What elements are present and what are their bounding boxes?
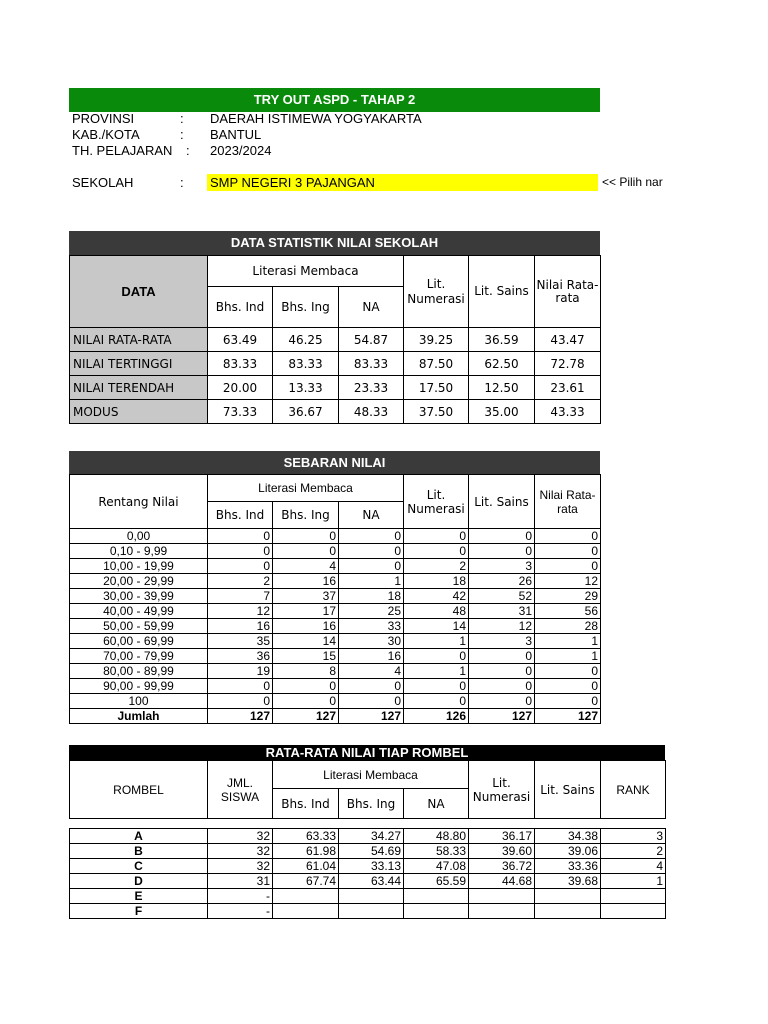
- sebaran-cell: 0: [273, 529, 339, 544]
- sebaran-cell: 0: [273, 544, 339, 559]
- sebaran-lit-membaca-header: Literasi Membaca: [208, 475, 404, 502]
- sebaran-cell: 0: [339, 544, 404, 559]
- sebaran-cell: 12: [208, 604, 273, 619]
- school-select[interactable]: SMP NEGERI 3 PAJANGAN: [207, 174, 598, 191]
- page-title: TRY OUT ASPD - TAHAP 2: [69, 88, 600, 112]
- provinsi-label: PROVINSI: [72, 111, 135, 126]
- rombel-cell: 33.13: [339, 859, 404, 874]
- stats-row-label: NILAI TERTINGGI: [70, 352, 208, 376]
- rentang-header: Rentang Nilai: [70, 475, 208, 529]
- rombel-cell: [535, 889, 601, 904]
- sebaran-cell: 0: [339, 559, 404, 574]
- rentang-cell: 40,00 - 49,99: [70, 604, 208, 619]
- stats-cell: 54.87: [339, 328, 404, 352]
- stats-cell: 83.33: [339, 352, 404, 376]
- rombel-cell: 61.98: [273, 844, 339, 859]
- sebaran-cell: 48: [404, 604, 469, 619]
- sebaran-sub-na: NA: [339, 502, 404, 529]
- rombel-cell: [404, 889, 469, 904]
- sebaran-cell: 0: [535, 694, 601, 709]
- sebaran-cell: 52: [469, 589, 535, 604]
- stats-row: [70, 352, 601, 376]
- sebaran-cell: 31: [469, 604, 535, 619]
- sebaran-cell: 14: [404, 619, 469, 634]
- rombel-cell: [339, 889, 404, 904]
- rombel-cell: -: [208, 904, 273, 919]
- sebaran-cell: 0: [469, 664, 535, 679]
- sebaran-row: [70, 649, 601, 664]
- rombel-cell: 58.33: [404, 844, 469, 859]
- sebaran-cell: 2: [208, 574, 273, 589]
- sebaran-table: [69, 474, 601, 724]
- rombel-cell: 47.08: [404, 859, 469, 874]
- sebaran-cell: 7: [208, 589, 273, 604]
- sebaran-cell: 0: [535, 544, 601, 559]
- rombel-lit-numerasi-header: Lit. Numerasi: [469, 761, 535, 819]
- rentang-cell: 60,00 - 69,99: [70, 634, 208, 649]
- rombel-cell: [273, 904, 339, 919]
- stats-cell: 83.33: [208, 352, 273, 376]
- rombel-row: [70, 859, 666, 874]
- rombel-cell: 39.60: [469, 844, 535, 859]
- sebaran-sub-bhs-ing: Bhs. Ing: [273, 502, 339, 529]
- sebaran-row: [70, 559, 601, 574]
- rombel-cell: [601, 904, 666, 919]
- rombel-lit-sains-header: Lit. Sains: [535, 761, 601, 819]
- stats-row: [70, 328, 601, 352]
- tahun-colon: :: [186, 143, 190, 158]
- rombel-cell: -: [208, 889, 273, 904]
- rombel-label: D: [70, 874, 208, 889]
- rombel-label: A: [70, 829, 208, 844]
- rombel-row: [70, 874, 666, 889]
- rombel-cell: 2: [601, 844, 666, 859]
- nilai-rata-header: Nilai Rata-rata: [535, 256, 601, 328]
- jumlah-label: Jumlah: [70, 709, 208, 724]
- stats-cell: 43.47: [535, 328, 601, 352]
- jml-siswa-header: JML. SISWA: [208, 761, 273, 819]
- rentang-cell: 0,00: [70, 529, 208, 544]
- sebaran-cell: 0: [469, 529, 535, 544]
- data-header: DATA: [70, 256, 208, 328]
- rombel-label: E: [70, 889, 208, 904]
- stats-title: DATA STATISTIK NILAI SEKOLAH: [69, 231, 600, 255]
- sebaran-cell: 0: [273, 694, 339, 709]
- rombel-row: [70, 889, 666, 904]
- rombel-cell: 32: [208, 844, 273, 859]
- rombel-sub-bhs-ind: Bhs. Ind: [273, 789, 339, 819]
- sebaran-lit-numerasi-header: Lit. Numerasi: [404, 475, 469, 529]
- rombel-cell: [273, 889, 339, 904]
- sebaran-total-row: [70, 709, 601, 724]
- stats-row-label: NILAI TERENDAH: [70, 376, 208, 400]
- sebaran-row: [70, 694, 601, 709]
- provinsi-colon: :: [180, 111, 184, 126]
- rombel-cell: 63.44: [339, 874, 404, 889]
- stats-cell: 48.33: [339, 400, 404, 424]
- sebaran-cell: 4: [273, 559, 339, 574]
- rombel-cell: 32: [208, 829, 273, 844]
- tahun-value: 2023/2024: [210, 143, 272, 158]
- kabkota-value: BANTUL: [210, 127, 262, 142]
- rombel-row: [70, 904, 666, 919]
- sebaran-cell: 16: [273, 574, 339, 589]
- rombel-sub-na: NA: [404, 789, 469, 819]
- sebaran-cell: 0: [208, 529, 273, 544]
- rombel-cell: 36.72: [469, 859, 535, 874]
- rentang-cell: 20,00 - 29,99: [70, 574, 208, 589]
- sebaran-row: [70, 604, 601, 619]
- sebaran-title: SEBARAN NILAI: [69, 451, 600, 474]
- sebaran-row: [70, 589, 601, 604]
- stats-cell: 36.67: [273, 400, 339, 424]
- stats-cell: 23.61: [535, 376, 601, 400]
- sebaran-cell: 8: [273, 664, 339, 679]
- jumlah-cell: 126: [404, 709, 469, 724]
- rombel-cell: 32: [208, 859, 273, 874]
- sebaran-row: [70, 634, 601, 649]
- sebaran-cell: 0: [535, 679, 601, 694]
- rombel-table: [69, 828, 666, 919]
- rombel-cell: 39.06: [535, 844, 601, 859]
- jumlah-cell: 127: [339, 709, 404, 724]
- sekolah-colon: :: [180, 175, 184, 190]
- sebaran-row: [70, 619, 601, 634]
- sebaran-cell: 18: [339, 589, 404, 604]
- rentang-cell: 0,10 - 9,99: [70, 544, 208, 559]
- sebaran-cell: 14: [273, 634, 339, 649]
- stats-row-label: NILAI RATA-RATA: [70, 328, 208, 352]
- sebaran-cell: 0: [404, 694, 469, 709]
- rombel-cell: 34.27: [339, 829, 404, 844]
- sebaran-cell: 16: [208, 619, 273, 634]
- rombel-cell: [404, 904, 469, 919]
- rombel-cell: 61.04: [273, 859, 339, 874]
- rombel-cell: 54.69: [339, 844, 404, 859]
- sebaran-cell: 26: [469, 574, 535, 589]
- sebaran-cell: 0: [339, 679, 404, 694]
- sebaran-cell: 3: [469, 634, 535, 649]
- rombel-label: F: [70, 904, 208, 919]
- sebaran-cell: 0: [404, 679, 469, 694]
- rombel-lit-membaca-header: Literasi Membaca: [273, 761, 469, 789]
- stats-cell: 62.50: [469, 352, 535, 376]
- sebaran-cell: 0: [469, 679, 535, 694]
- rombel-title: RATA-RATA NILAI TIAP ROMBEL: [69, 745, 665, 760]
- lit-sains-header: Lit. Sains: [469, 256, 535, 328]
- sebaran-cell: 1: [404, 634, 469, 649]
- sebaran-cell: 33: [339, 619, 404, 634]
- stats-row: [70, 376, 601, 400]
- stats-cell: 13.33: [273, 376, 339, 400]
- sub-na: NA: [339, 287, 404, 328]
- tahun-label: TH. PELAJARAN: [72, 143, 173, 158]
- sebaran-cell: 18: [404, 574, 469, 589]
- jumlah-cell: 127: [208, 709, 273, 724]
- sebaran-cell: 0: [208, 544, 273, 559]
- sebaran-cell: 0: [208, 559, 273, 574]
- sebaran-cell: 2: [404, 559, 469, 574]
- provinsi-value: DAERAH ISTIMEWA YOGYAKARTA: [210, 111, 422, 126]
- rentang-cell: 70,00 - 79,99: [70, 649, 208, 664]
- sebaran-cell: 35: [208, 634, 273, 649]
- stats-cell: 17.50: [404, 376, 469, 400]
- rombel-cell: 36.17: [469, 829, 535, 844]
- kabkota-label: KAB./KOTA: [72, 127, 140, 142]
- rombel-label: B: [70, 844, 208, 859]
- sebaran-nilai-rata-header: Nilai Rata-rata: [535, 475, 601, 529]
- sebaran-cell: 15: [273, 649, 339, 664]
- rentang-cell: 80,00 - 89,99: [70, 664, 208, 679]
- lit-numerasi-header: [404, 256, 469, 328]
- rombel-cell: 65.59: [404, 874, 469, 889]
- sebaran-cell: 1: [404, 664, 469, 679]
- rombel-cell: 3: [601, 829, 666, 844]
- rombel-cell: [469, 904, 535, 919]
- rombel-label: C: [70, 859, 208, 874]
- sebaran-cell: 0: [339, 694, 404, 709]
- rombel-cell: 48.80: [404, 829, 469, 844]
- sebaran-lit-sains-header: Lit. Sains: [469, 475, 535, 529]
- sebaran-cell: 0: [404, 649, 469, 664]
- sebaran-cell: 0: [339, 529, 404, 544]
- jumlah-cell: 127: [273, 709, 339, 724]
- sebaran-sub-bhs-ind: Bhs. Ind: [208, 502, 273, 529]
- stats-cell: 39.25: [404, 328, 469, 352]
- sebaran-cell: 29: [535, 589, 601, 604]
- stats-cell: 73.33: [208, 400, 273, 424]
- stats-cell: 63.49: [208, 328, 273, 352]
- rank-header: RANK: [601, 761, 666, 819]
- rombel-cell: 63.33: [273, 829, 339, 844]
- sebaran-cell: 0: [208, 679, 273, 694]
- sebaran-cell: 0: [469, 649, 535, 664]
- sekolah-label: SEKOLAH: [72, 175, 134, 190]
- stats-cell: 87.50: [404, 352, 469, 376]
- sebaran-cell: 28: [535, 619, 601, 634]
- sub-bhs-ing: Bhs. Ing: [273, 287, 339, 328]
- sebaran-cell: 0: [208, 694, 273, 709]
- stats-cell: 20.00: [208, 376, 273, 400]
- sebaran-cell: 0: [273, 679, 339, 694]
- sebaran-cell: 16: [339, 649, 404, 664]
- school-hint: << Pilih nar: [602, 175, 663, 189]
- stats-cell: 43.33: [535, 400, 601, 424]
- kabkota-colon: :: [180, 127, 184, 142]
- rombel-row: [70, 844, 666, 859]
- rombel-cell: [535, 904, 601, 919]
- sebaran-row: [70, 664, 601, 679]
- stats-cell: 35.00: [469, 400, 535, 424]
- sebaran-cell: 0: [404, 529, 469, 544]
- sebaran-cell: 19: [208, 664, 273, 679]
- sebaran-cell: 16: [273, 619, 339, 634]
- sebaran-cell: 25: [339, 604, 404, 619]
- sebaran-cell: 36: [208, 649, 273, 664]
- rombel-cell: [339, 904, 404, 919]
- sebaran-cell: 3: [469, 559, 535, 574]
- lit-membaca-header: Literasi Membaca: [208, 256, 404, 287]
- rombel-sub-bhs-ing: Bhs. Ing: [339, 789, 404, 819]
- rentang-cell: 100: [70, 694, 208, 709]
- sebaran-cell: 1: [339, 574, 404, 589]
- rombel-cell: 33.36: [535, 859, 601, 874]
- stats-cell: 36.59: [469, 328, 535, 352]
- jumlah-cell: 127: [535, 709, 601, 724]
- sebaran-cell: 42: [404, 589, 469, 604]
- rombel-cell: 34.38: [535, 829, 601, 844]
- rombel-cell: [469, 889, 535, 904]
- rentang-cell: 90,00 - 99,99: [70, 679, 208, 694]
- rombel-header-table: [69, 760, 666, 819]
- sebaran-row: [70, 529, 601, 544]
- stats-cell: 37.50: [404, 400, 469, 424]
- stats-row: [70, 400, 601, 424]
- sebaran-cell: 12: [469, 619, 535, 634]
- rombel-header: ROMBEL: [70, 761, 208, 819]
- rombel-cell: 1: [601, 874, 666, 889]
- sebaran-cell: 30: [339, 634, 404, 649]
- rombel-cell: 44.68: [469, 874, 535, 889]
- stats-cell: 12.50: [469, 376, 535, 400]
- rombel-cell: 31: [208, 874, 273, 889]
- sebaran-cell: 12: [535, 574, 601, 589]
- stats-cell: 23.33: [339, 376, 404, 400]
- rombel-cell: 4: [601, 859, 666, 874]
- stats-cell: 83.33: [273, 352, 339, 376]
- stats-row-label: MODUS: [70, 400, 208, 424]
- stats-cell: 46.25: [273, 328, 339, 352]
- sebaran-cell: 0: [535, 529, 601, 544]
- sebaran-row: [70, 679, 601, 694]
- sebaran-cell: 0: [469, 694, 535, 709]
- rombel-cell: 67.74: [273, 874, 339, 889]
- sub-bhs-ind: Bhs. Ind: [208, 287, 273, 328]
- stats-table: [69, 255, 601, 424]
- sebaran-cell: 0: [469, 544, 535, 559]
- rombel-cell: [601, 889, 666, 904]
- sebaran-cell: 56: [535, 604, 601, 619]
- sebaran-cell: 0: [535, 559, 601, 574]
- sebaran-row: [70, 574, 601, 589]
- rombel-row: [70, 829, 666, 844]
- rentang-cell: 50,00 - 59,99: [70, 619, 208, 634]
- rentang-cell: 30,00 - 39,99: [70, 589, 208, 604]
- jumlah-cell: 127: [469, 709, 535, 724]
- sebaran-cell: 0: [535, 664, 601, 679]
- rentang-cell: 10,00 - 19,99: [70, 559, 208, 574]
- rombel-cell: 39.68: [535, 874, 601, 889]
- sebaran-cell: 1: [535, 649, 601, 664]
- sebaran-row: [70, 544, 601, 559]
- sebaran-cell: 4: [339, 664, 404, 679]
- lit-numerasi-text: Lit. Numerasi: [407, 276, 465, 306]
- sebaran-cell: 1: [535, 634, 601, 649]
- sebaran-cell: 0: [404, 544, 469, 559]
- sebaran-cell: 17: [273, 604, 339, 619]
- stats-cell: 72.78: [535, 352, 601, 376]
- sebaran-cell: 37: [273, 589, 339, 604]
